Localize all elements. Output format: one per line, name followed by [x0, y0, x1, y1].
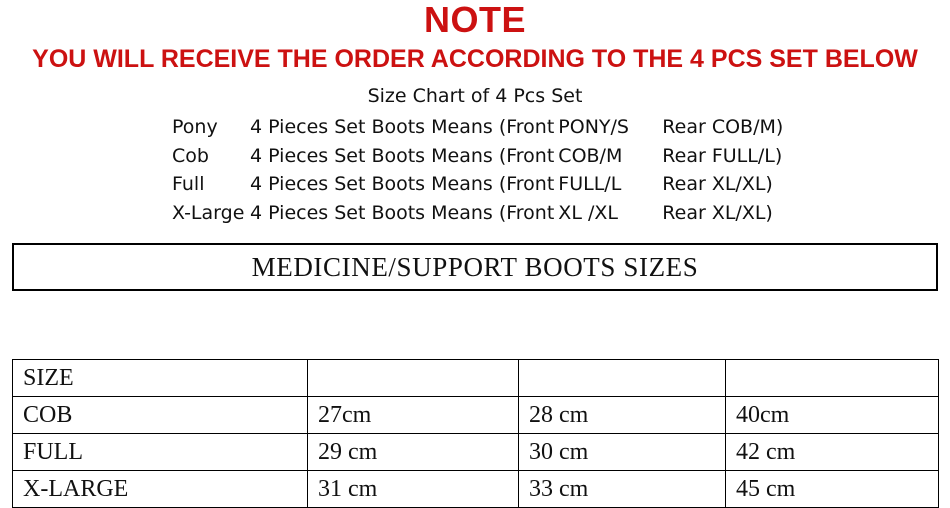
- cell-measure-3: 45 cm: [726, 471, 939, 508]
- set-description: 4 Pieces Set Boots Means (Front: [250, 201, 555, 224]
- cell-size: COB: [13, 397, 308, 434]
- table-header-row: [13, 360, 939, 397]
- size-chart-heading: Size Chart of 4 Pcs Set: [367, 85, 583, 107]
- list-item: [172, 113, 950, 142]
- set-rear-size: Rear XL/XL): [662, 201, 773, 224]
- column-header-2: [308, 360, 519, 397]
- column-header-3: [519, 360, 726, 397]
- set-description: 4 Pieces Set Boots Means (Front: [250, 173, 555, 195]
- set-front-size: XL /XL: [558, 201, 618, 224]
- set-description: 4 Pieces Set Boots Means (Front: [250, 144, 555, 167]
- cell-measure-2: 30 cm: [519, 434, 726, 471]
- sizes-table: [12, 359, 939, 508]
- document-page: [0, 2, 950, 500]
- column-header-size: SIZE: [13, 360, 308, 397]
- banner-text: MEDICINE/SUPPORT BOOTS SIZES: [251, 251, 699, 282]
- set-front-size: PONY/S: [558, 116, 629, 138]
- table-row: [13, 397, 939, 434]
- set-name: Cob: [172, 144, 209, 167]
- set-name: Pony: [172, 116, 218, 138]
- cell-measure-1: 31 cm: [308, 471, 519, 508]
- cell-measure-1: 29 cm: [308, 434, 519, 471]
- cell-size: X-LARGE: [13, 471, 308, 508]
- cell-measure-2: 33 cm: [519, 471, 726, 508]
- set-front-size: COB/M: [558, 144, 623, 167]
- size-chart-list: [0, 113, 950, 227]
- set-rear-size: Rear COB/M): [662, 116, 784, 138]
- list-item: [172, 170, 950, 199]
- table-row: [13, 434, 939, 471]
- column-header-4: [726, 360, 939, 397]
- spacer: [0, 291, 950, 359]
- cell-measure-3: 42 cm: [726, 434, 939, 471]
- cell-measure-3: 40cm: [726, 397, 939, 434]
- set-front-size: FULL/L: [558, 173, 622, 195]
- set-rear-size: Rear FULL/L): [662, 144, 783, 167]
- cell-measure-1: 27cm: [308, 397, 519, 434]
- boots-sizes-banner: [12, 243, 938, 291]
- list-item: [172, 142, 950, 171]
- set-rear-size: Rear XL/XL): [662, 173, 773, 195]
- cell-size: FULL: [13, 434, 308, 471]
- cell-measure-2: 28 cm: [519, 397, 726, 434]
- set-name: X-Large: [172, 201, 245, 224]
- set-name: Full: [172, 173, 205, 195]
- note-title: NOTE: [423, 0, 526, 40]
- note-subtitle: YOU WILL RECEIVE THE ORDER ACCORDING TO THE 4 PCS SET BELOW: [32, 45, 918, 73]
- list-item: [172, 199, 950, 228]
- set-description: 4 Pieces Set Boots Means (Front: [250, 116, 555, 138]
- table-row: [13, 471, 939, 508]
